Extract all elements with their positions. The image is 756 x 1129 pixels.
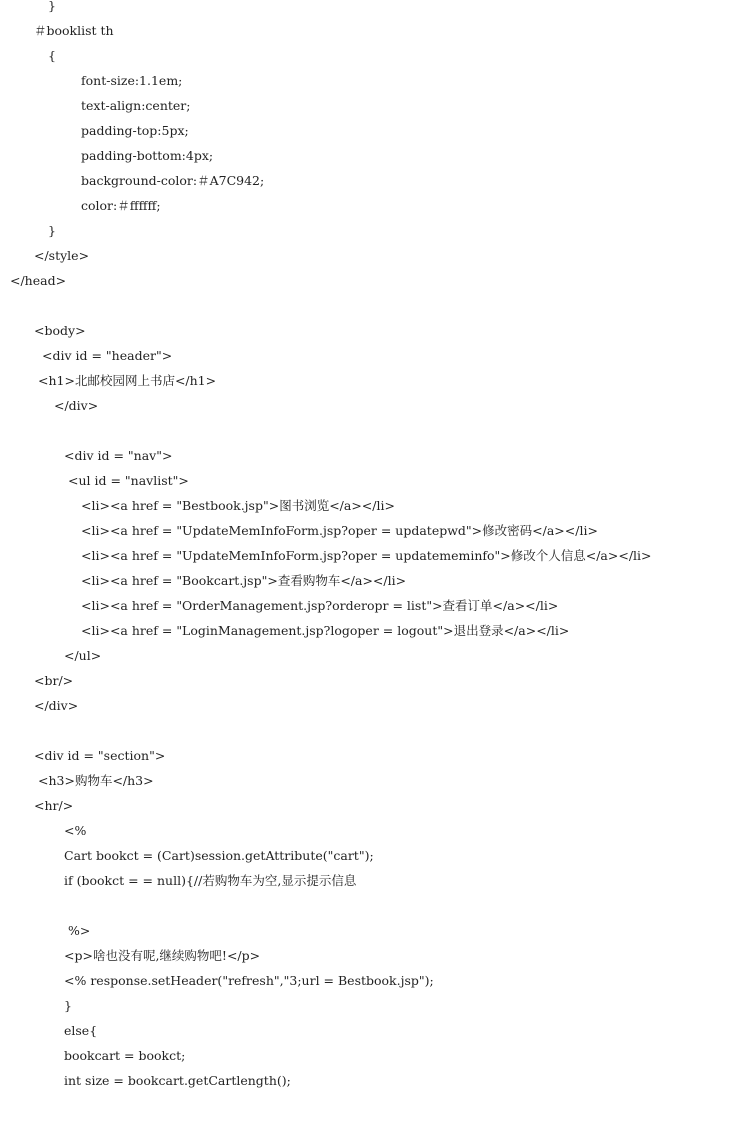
code-line: background-color:＃A7C942; <box>81 173 265 188</box>
code-line: padding-bottom:4px; <box>81 148 214 163</box>
code-line: <div id = "header"> <box>42 348 173 363</box>
code-line: %> <box>68 923 91 938</box>
code-line: text-align:center; <box>81 98 191 113</box>
code-line: <hr/> <box>34 798 74 813</box>
code-line: <body> <box>34 323 86 338</box>
code-line: <li><a href = "Bestbook.jsp">图书浏览</a></li> <box>81 498 395 513</box>
code-line: <li><a href = "OrderManagement.jsp?orderopr = list">查看订单</a></li> <box>81 598 559 613</box>
code-line: <li><a href = "LoginManagement.jsp?logoper = logout">退出登录</a></li> <box>81 623 570 638</box>
code-line: <h1>北邮校园网上书店</h1> <box>38 373 217 388</box>
code-line: } <box>48 0 56 13</box>
code-line: </div> <box>34 698 79 713</box>
code-line: <br/> <box>34 673 74 688</box>
code-line: padding-top:5px; <box>81 123 189 138</box>
code-line: </ul> <box>64 648 102 663</box>
code-line: } <box>48 223 56 238</box>
code-line: } <box>64 998 72 1013</box>
code-line: <li><a href = "UpdateMemInfoForm.jsp?oper = updatepwd">修改密码</a></li> <box>81 523 598 538</box>
code-line: </div> <box>54 398 99 413</box>
code-line: bookcart = bookct; <box>64 1048 186 1063</box>
code-line: int size = bookcart.getCartlength(); <box>64 1073 291 1088</box>
code-line: ＃booklist th <box>34 23 114 38</box>
code-line: font-size:1.1em; <box>81 73 183 88</box>
code-line: if (bookct = = null){//若购物车为空,显示提示信息 <box>64 873 357 888</box>
code-line: <h3>购物车</h3> <box>38 773 154 788</box>
code-line: <div id = "nav"> <box>64 448 173 463</box>
code-line: <li><a href = "Bookcart.jsp">查看购物车</a></li> <box>81 573 407 588</box>
code-line: </head> <box>10 273 67 288</box>
code-line: Cart bookct = (Cart)session.getAttribute("cart"); <box>64 848 374 863</box>
code-line: <div id = "section"> <box>34 748 166 763</box>
code-line: <li><a href = "UpdateMemInfoForm.jsp?oper = updatememinfo">修改个人信息</a></li> <box>81 548 652 563</box>
code-line: { <box>48 48 56 63</box>
code-line: </style> <box>34 248 90 263</box>
code-line: <p>啥也没有呢,继续购物吧!</p> <box>64 948 261 963</box>
code-line: else{ <box>64 1023 98 1038</box>
code-line: <% <box>64 823 87 838</box>
code-line: color:＃ffffff; <box>81 198 161 213</box>
code-line: <% response.setHeader("refresh","3;url = Bestbook.jsp"); <box>64 973 434 988</box>
code-line: <ul id = "navlist"> <box>68 473 189 488</box>
